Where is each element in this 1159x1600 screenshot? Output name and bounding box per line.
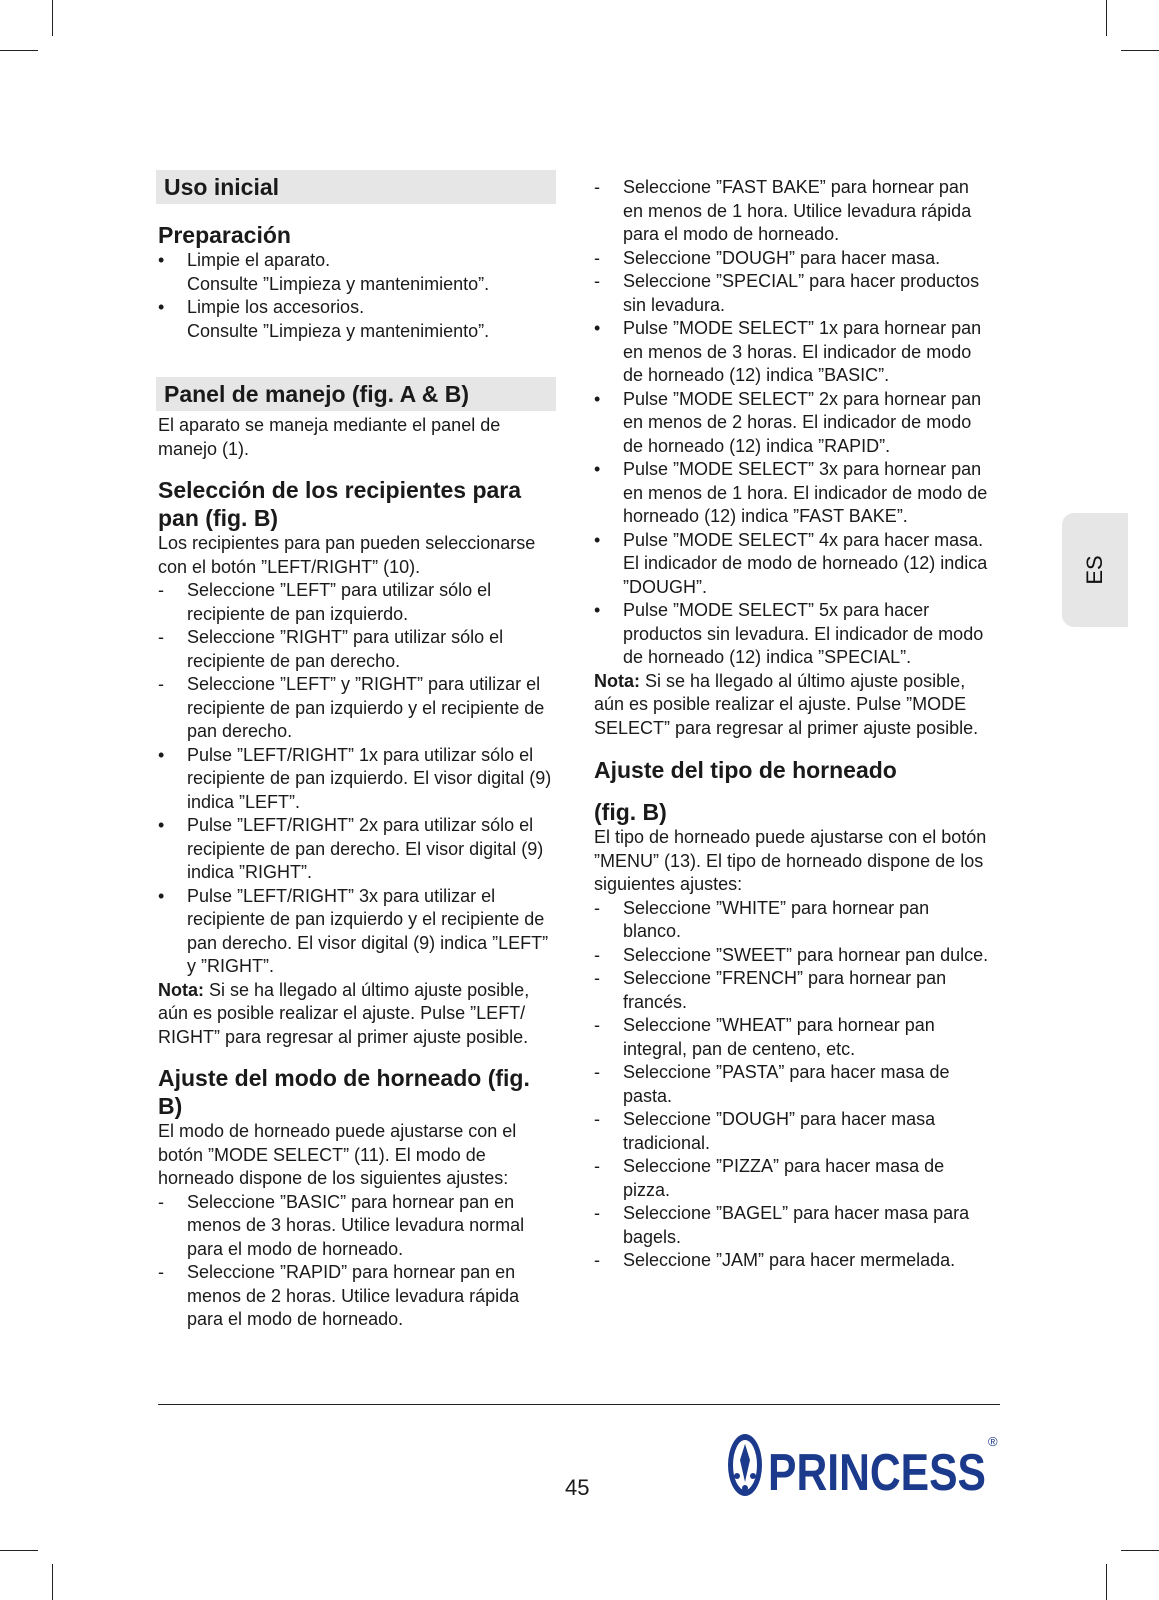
note-label: Nota:	[158, 979, 204, 1000]
bullet-icon: •	[594, 388, 601, 409]
crown-emblem-icon	[728, 1434, 762, 1496]
dash-icon: -	[158, 1262, 164, 1282]
dash-icon: -	[594, 247, 600, 268]
bullet-icon: •	[158, 744, 165, 765]
note-paragraph: Nota: Si se ha llegado al último ajuste posible, aún es posible realizar el ajuste. Pulse ”MODE SELECT” para regresar al primer ajuste posible.	[594, 670, 979, 738]
left-column	[158, 170, 556, 1332]
heading-seleccion: Selección de los recipientes para pan (fig. B)	[158, 477, 522, 531]
tipo-dash-list	[594, 897, 992, 1273]
dash-icon: -	[594, 1250, 600, 1270]
list-item: - Seleccione ”PIZZA” para hacer masa de pizza.	[594, 1156, 945, 1200]
list-item: • Pulse ”MODE SELECT” 5x para hacer productos sin levadura. El indicador de modo de horneado (12) indica ”SPECIAL”.	[594, 600, 984, 667]
list-item: • Limpie los accesorios. Consulte ”Limpieza y mantenimiento”.	[158, 297, 490, 341]
modo-cont-bullet-list	[594, 317, 992, 670]
dash-icon: -	[594, 897, 600, 918]
list-item: - Seleccione ”LEFT” y ”RIGHT” para utilizar el recipiente de pan izquierdo y el recipiente de pan derecho.	[158, 674, 545, 741]
paragraph: El tipo de horneado puede ajustarse con el botón ”MENU” (13). El tipo de horneado dispone de los siguientes ajustes:	[594, 827, 987, 894]
list-item: - Seleccione ”LEFT” para utilizar sólo el recipiente de pan izquierdo.	[158, 580, 492, 624]
list-item: • Pulse ”MODE SELECT” 4x para hacer masa. El indicador de modo de horneado (12) indica ”DOUGH”.	[594, 529, 988, 597]
bullet-icon: •	[594, 529, 601, 550]
seleccion-bullet-list	[158, 744, 556, 979]
list-item: - Seleccione ”FAST BAKE” para hornear pan en menos de 1 hora. Utilice levadura rápida para el modo de horneado.	[594, 177, 972, 244]
section-heading-uso-inicial: Uso inicial	[156, 170, 556, 204]
list-item: • Pulse ”LEFT/RIGHT” 2x para utilizar sólo el recipiente de pan derecho. El visor digital (9) indica ”RIGHT”.	[158, 815, 544, 882]
crop-mark	[1121, 1550, 1159, 1551]
bullet-icon: •	[158, 297, 165, 317]
dash-icon: -	[594, 1015, 600, 1035]
crop-mark	[1106, 1564, 1107, 1600]
heading-modo: Ajuste del modo de horneado (fig. B)	[158, 1065, 530, 1119]
modo-cont-dash-list	[594, 176, 992, 317]
logo-wordmark: PRINCESS	[768, 1444, 986, 1500]
crop-mark	[0, 50, 38, 51]
preparacion-list	[158, 249, 556, 343]
heading-preparacion: Preparación	[158, 222, 291, 248]
crop-mark	[1106, 0, 1107, 36]
dash-icon: -	[158, 627, 164, 647]
heading-tipo: Ajuste del tipo de horneado (fig. B)	[594, 757, 897, 825]
list-item: - Seleccione ”RAPID” para hornear pan en menos de 2 horas. Utilice levadura rápida para el modo de horneado.	[158, 1262, 520, 1329]
list-item: - Seleccione ”SPECIAL” para hacer productos sin levadura.	[594, 271, 980, 315]
dash-icon: -	[594, 1203, 600, 1223]
bullet-icon: •	[158, 250, 165, 270]
list-item: - Seleccione ”BAGEL” para hacer masa para bagels.	[594, 1203, 970, 1247]
list-item: - Seleccione ”RIGHT” para utilizar sólo el recipiente de pan derecho.	[158, 627, 504, 671]
list-item: - Seleccione ”SWEET” para hornear pan dulce.	[594, 944, 992, 968]
list-item: - Seleccione ”DOUGH” para hacer masa tradicional.	[594, 1109, 936, 1153]
dash-icon: -	[594, 1109, 600, 1129]
list-item: • Limpie el aparato. Consulte ”Limpieza y mantenimiento”.	[158, 250, 490, 294]
dash-icon: -	[158, 580, 164, 600]
bullet-icon: •	[158, 885, 165, 906]
list-item: - Seleccione ”FRENCH” para hornear pan francés.	[594, 968, 947, 1012]
modo-dash-list	[158, 1191, 556, 1332]
footer-divider	[158, 1404, 1000, 1405]
bullet-icon: •	[594, 459, 601, 479]
bullet-icon: •	[594, 318, 601, 338]
dash-icon: -	[594, 944, 600, 965]
crop-mark	[1121, 50, 1159, 51]
dash-icon: -	[158, 674, 164, 694]
list-item: - Seleccione ”WHEAT” para hornear pan integral, pan de centeno, etc.	[594, 1015, 935, 1059]
note-label: Nota:	[594, 670, 640, 691]
dash-icon: -	[594, 177, 600, 197]
list-item: - Seleccione ”DOUGH” para hacer masa.	[594, 247, 992, 271]
dash-icon: -	[594, 271, 600, 291]
crop-mark	[52, 1564, 53, 1600]
paragraph: El modo de horneado puede ajustarse con el botón ”MODE SELECT” (11). El modo de horneado dispone de los siguientes ajustes:	[158, 1121, 517, 1188]
right-column	[594, 176, 992, 1273]
list-item: • Pulse ”MODE SELECT” 2x para hornear pan en menos de 2 horas. El indicador de modo de horneado (12) indica ”RAPID”.	[594, 388, 982, 456]
note-paragraph: Nota: Si se ha llegado al último ajuste posible, aún es posible realizar el ajuste. Pulse ”LEFT/ RIGHT” para regresar al primer ajuste posible.	[158, 979, 530, 1047]
list-item: • Pulse ”LEFT/RIGHT” 3x para utilizar el recipiente de pan izquierdo y el recipiente de pan derecho. El visor digital (9) indica ”LEFT” y ”RIGHT”.	[158, 885, 549, 976]
dash-icon: -	[158, 1191, 164, 1212]
registered-mark: ®	[988, 1434, 998, 1449]
language-tab-label: ES	[1082, 555, 1107, 585]
list-item: • Pulse ”MODE SELECT” 3x para hornear pan en menos de 1 hora. El indicador de modo de horneado (12) indica ”FAST BAKE”.	[594, 459, 988, 526]
list-item: - Seleccione ”PASTA” para hacer masa de pasta.	[594, 1062, 950, 1106]
page-number: 45	[565, 1475, 590, 1500]
paragraph: Los recipientes para pan pueden seleccionarse con el botón ”LEFT/RIGHT” (10).	[158, 533, 536, 577]
list-item: • Pulse ”LEFT/RIGHT” 1x para utilizar sólo el recipiente de pan izquierdo. El visor digital (9) indica ”LEFT”.	[158, 744, 552, 812]
dash-icon: -	[594, 1156, 600, 1176]
seleccion-dash-list	[158, 579, 556, 744]
dash-icon: -	[594, 968, 600, 988]
list-item: - Seleccione ”BASIC” para hornear pan en menos de 3 horas. Utilice levadura normal para el modo de horneado.	[158, 1191, 525, 1259]
bullet-icon: •	[158, 815, 165, 835]
list-item: - Seleccione ”JAM” para hacer mermelada.	[594, 1249, 992, 1273]
list-item: - Seleccione ”WHITE” para hornear pan blanco.	[594, 897, 930, 941]
bullet-icon: •	[594, 600, 601, 620]
language-tab	[1062, 513, 1128, 627]
list-item: • Pulse ”MODE SELECT” 1x para hornear pan en menos de 3 horas. El indicador de modo de horneado (12) indica ”BASIC”.	[594, 318, 982, 385]
crop-mark	[0, 1550, 38, 1551]
princess-logo	[726, 1430, 1002, 1500]
section-heading-panel: Panel de manejo (fig. A & B)	[156, 377, 556, 411]
paragraph: El aparato se maneja mediante el panel de manejo (1).	[158, 415, 501, 459]
dash-icon: -	[594, 1062, 600, 1082]
crop-mark	[52, 0, 53, 36]
